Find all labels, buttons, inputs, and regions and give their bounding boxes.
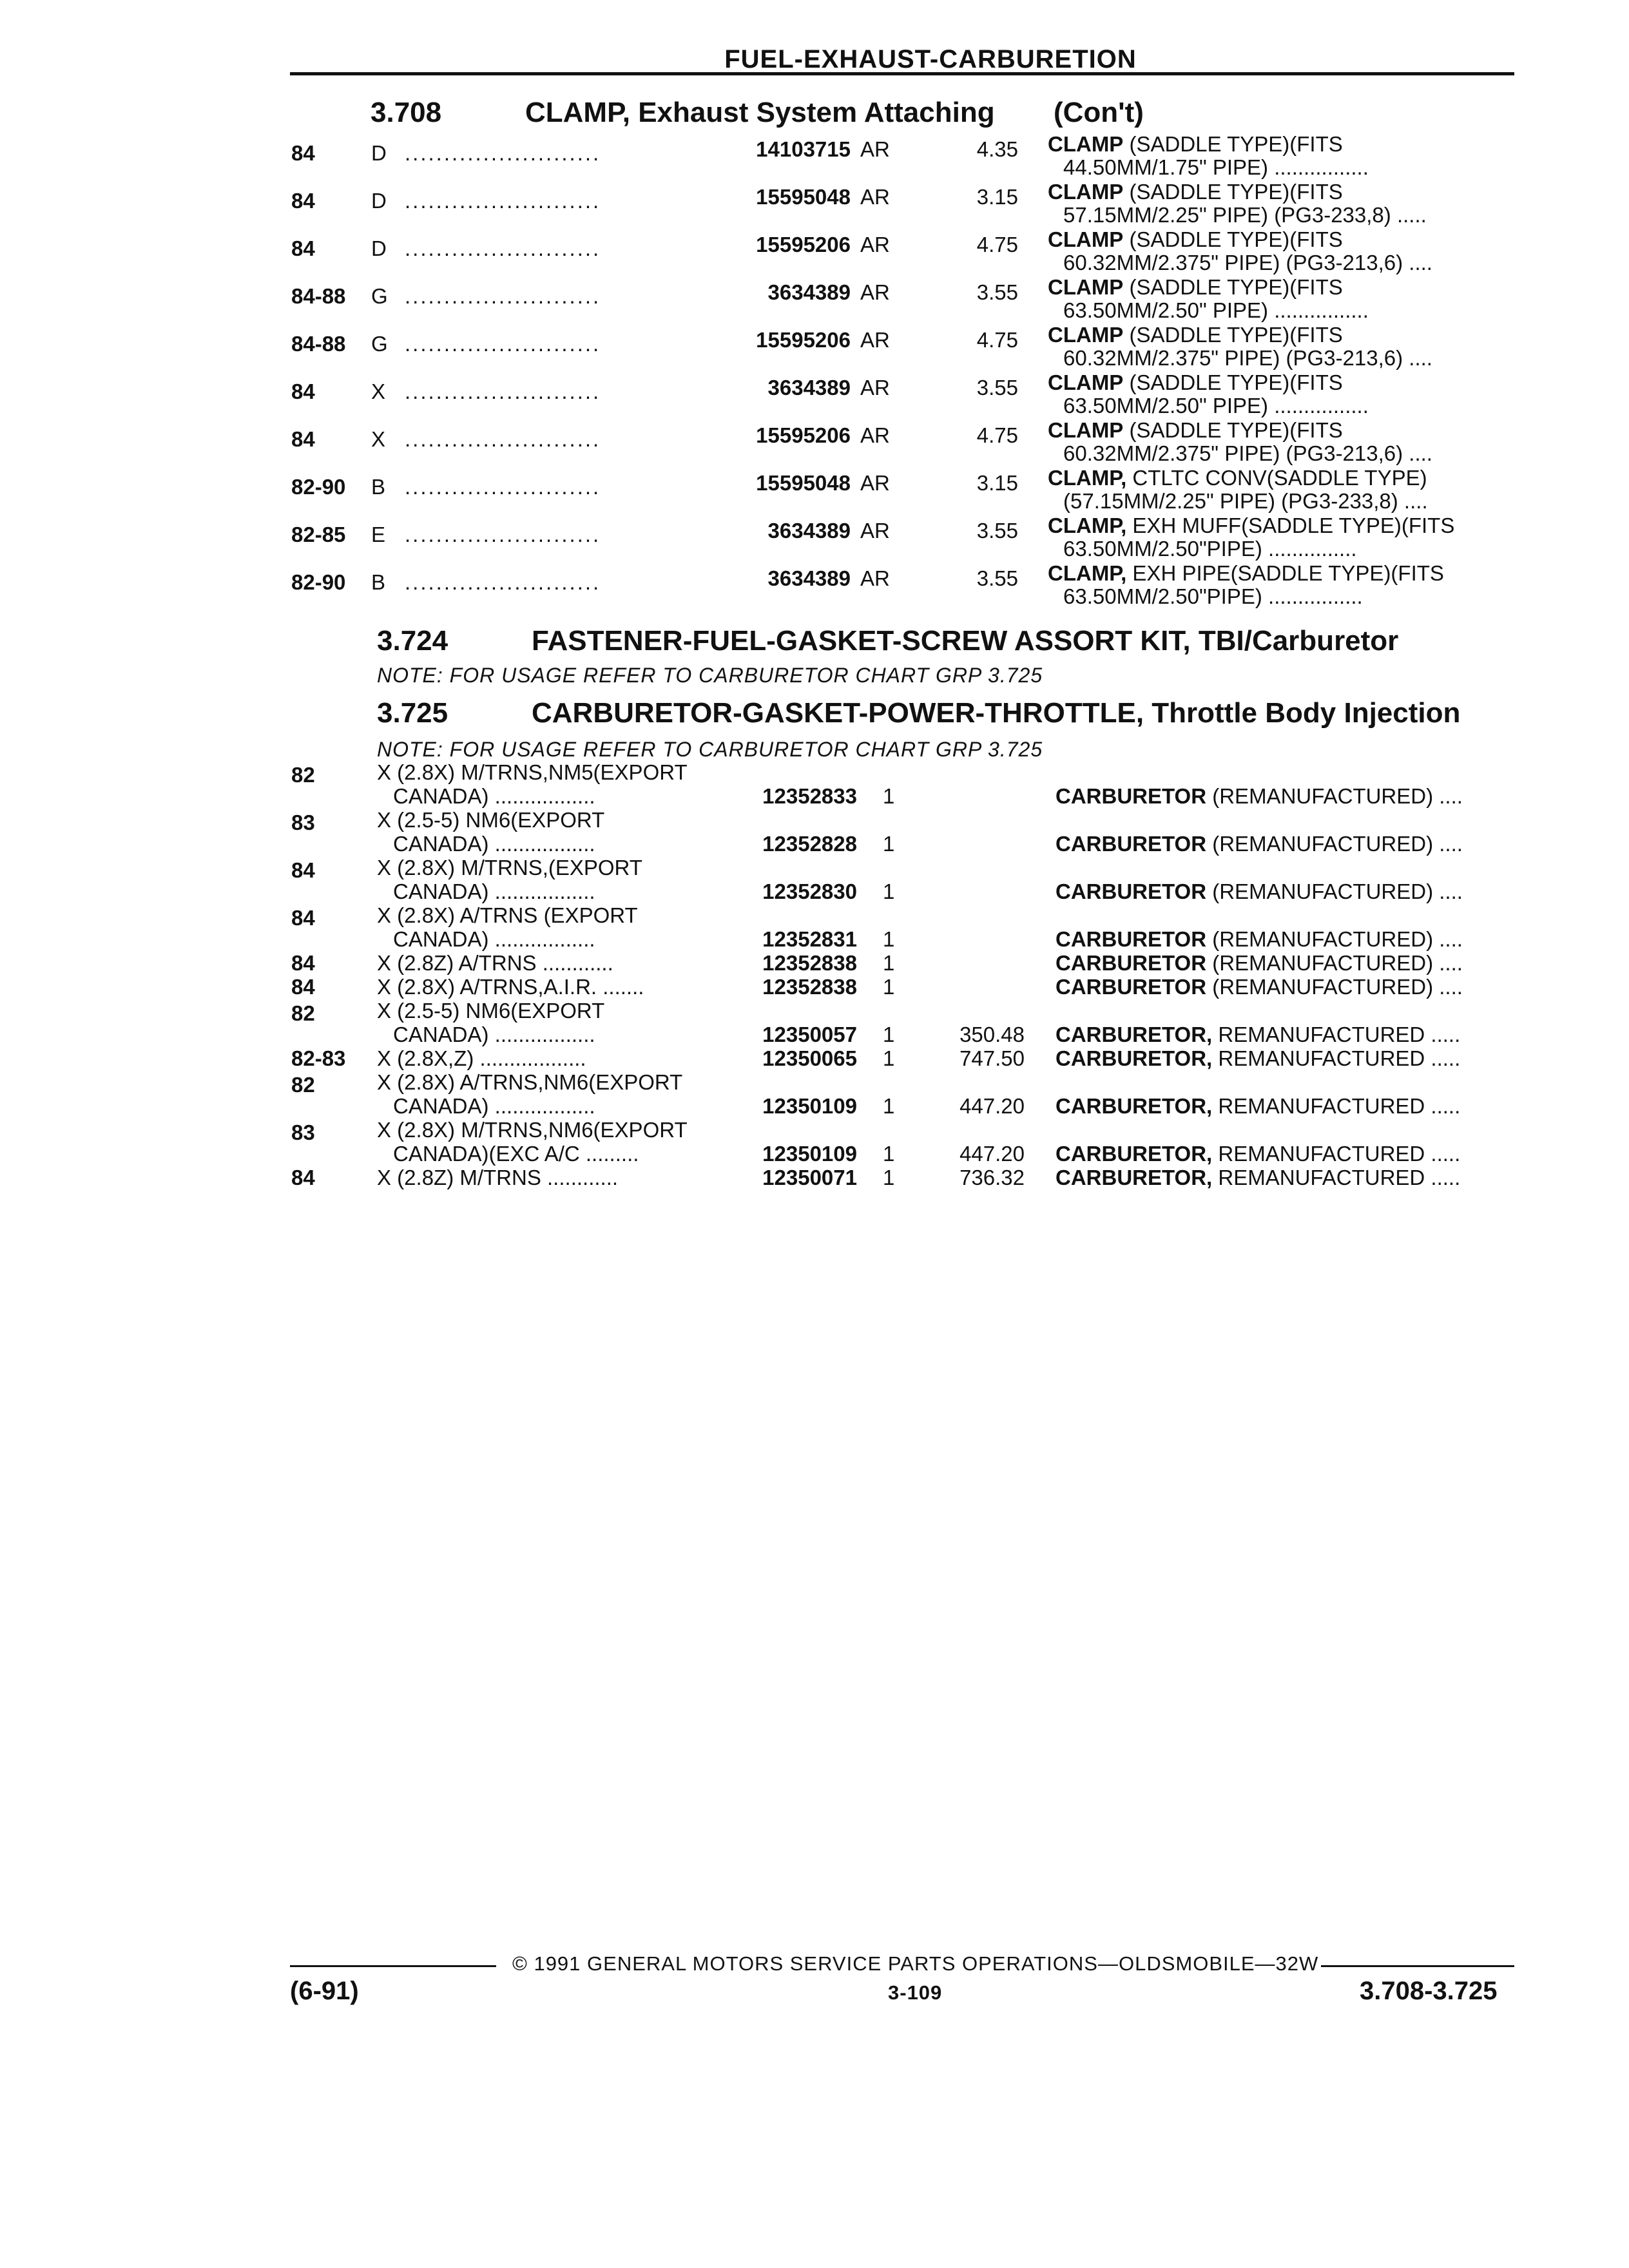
- year-cell: 82-90: [291, 475, 346, 499]
- description-detail: (SADDLE TYPE)(FITS: [1123, 370, 1343, 394]
- qty-cell: AR: [860, 471, 890, 495]
- part-number-cell: 12350109: [762, 1142, 857, 1166]
- year-cell: 84: [291, 427, 315, 451]
- qty-cell: AR: [860, 137, 890, 161]
- description-line1: [1048, 418, 1343, 443]
- part-number-cell: 12352838: [762, 951, 857, 975]
- description: [1055, 1046, 1460, 1071]
- description-name: CLAMP,: [1048, 561, 1127, 585]
- qty-cell: 1: [883, 832, 895, 856]
- qty-cell: AR: [860, 423, 890, 447]
- description-detail: (REMANUFACTURED) ....: [1206, 951, 1463, 975]
- qty-cell: 1: [883, 927, 895, 951]
- description-name: CARBURETOR: [1055, 927, 1207, 951]
- section-number: 3.725: [377, 697, 448, 729]
- code-cell: D: [371, 189, 387, 213]
- description-name: CARBURETOR,: [1055, 1046, 1213, 1070]
- application-line2: CANADA)(EXC A/C .........: [393, 1142, 639, 1166]
- code-cell: D: [371, 141, 387, 165]
- part-number-cell: 15595206: [756, 328, 851, 352]
- description: [1055, 1142, 1460, 1166]
- dot-leader: .........................: [405, 332, 601, 356]
- year-cell: 84: [291, 858, 315, 882]
- description-name: CARBURETOR: [1055, 832, 1207, 856]
- year-cell: 82: [291, 763, 315, 787]
- qty-cell: 1: [883, 975, 895, 999]
- year-cell: 84: [291, 141, 315, 165]
- year-cell: 84: [291, 975, 315, 999]
- part-number-cell: 12350065: [762, 1046, 857, 1070]
- application-line2: CANADA) .................: [393, 1094, 595, 1118]
- section-title: CARBURETOR-GASKET-POWER-THROTTLE, Throttle Body Injection: [532, 697, 1461, 729]
- description-detail: EXH PIPE(SADDLE TYPE)(FITS: [1126, 561, 1444, 585]
- description-detail: (SADDLE TYPE)(FITS: [1123, 132, 1343, 156]
- application-line2: CANADA) .................: [393, 879, 595, 903]
- section-3725-note: NOTE: FOR USAGE REFER TO CARBURETOR CHART GRP 3.725: [377, 738, 1043, 761]
- year-cell: 84: [291, 380, 315, 403]
- page-header-title: FUEL-EXHAUST-CARBURETION: [724, 45, 1137, 73]
- part-number-cell: 12352828: [762, 832, 857, 856]
- year-cell: 82-83: [291, 1046, 346, 1070]
- description-line2: 44.50MM/1.75" PIPE) ................: [1063, 155, 1369, 179]
- description-line1: [1048, 514, 1454, 538]
- year-cell: 84-88: [291, 332, 346, 356]
- part-number-cell: 12350057: [762, 1023, 857, 1046]
- description-detail: (SADDLE TYPE)(FITS: [1123, 275, 1343, 299]
- description-line1: [1048, 275, 1343, 300]
- price-cell: 350.48: [959, 1023, 1025, 1046]
- description-name: CARBURETOR,: [1055, 1023, 1213, 1046]
- description-name: CARBURETOR,: [1055, 1166, 1213, 1189]
- code-cell: E: [371, 523, 386, 546]
- year-cell: 84: [291, 189, 315, 213]
- part-number-cell: 3634389: [767, 280, 851, 304]
- description-line1: [1048, 323, 1343, 347]
- price-cell: 747.50: [959, 1046, 1025, 1070]
- dot-leader: .........................: [405, 141, 601, 165]
- qty-cell: AR: [860, 185, 890, 209]
- application-line1: X (2.8X) M/TRNS,(EXPORT: [377, 856, 642, 879]
- qty-cell: AR: [860, 376, 890, 399]
- part-number-cell: 12352830: [762, 879, 857, 903]
- description-line2: 63.50MM/2.50" PIPE) ................: [1063, 298, 1369, 322]
- qty-cell: 1: [883, 1166, 895, 1189]
- description-name: CARBURETOR,: [1055, 1094, 1213, 1118]
- description-line1: [1048, 227, 1343, 252]
- description-detail: (SADDLE TYPE)(FITS: [1123, 418, 1343, 442]
- year-cell: 83: [291, 1120, 315, 1144]
- footer-copyright: © 1991 GENERAL MOTORS SERVICE PARTS OPERATIONS—OLDSMOBILE—32W: [512, 1952, 1319, 1975]
- year-cell: 83: [291, 811, 315, 834]
- description-detail: REMANUFACTURED .....: [1212, 1166, 1461, 1189]
- description-line2: 63.50MM/2.50"PIPE) ................: [1063, 584, 1363, 608]
- dot-leader: .........................: [405, 475, 601, 499]
- description-name: CARBURETOR: [1055, 951, 1207, 975]
- application-line1: X (2.8X) M/TRNS,NM6(EXPORT: [377, 1118, 688, 1142]
- description: [1055, 1023, 1460, 1047]
- year-cell: 82: [291, 1001, 315, 1025]
- description-name: CLAMP: [1048, 275, 1124, 299]
- code-cell: X: [371, 427, 386, 451]
- code-cell: G: [371, 332, 388, 356]
- description-line2: 60.32MM/2.375" PIPE) (PG3-213,6) ....: [1063, 346, 1432, 370]
- application-line1: X (2.5-5) NM6(EXPORT: [377, 808, 605, 832]
- price-cell: 4.75: [976, 328, 1018, 352]
- qty-cell: AR: [860, 280, 890, 304]
- qty-cell: AR: [860, 566, 890, 590]
- dot-leader: .........................: [405, 570, 601, 594]
- dot-leader: .........................: [405, 523, 601, 546]
- code-cell: G: [371, 284, 388, 308]
- description-detail: (REMANUFACTURED) ....: [1206, 879, 1463, 903]
- footer-page-number: 3-109: [888, 1981, 943, 2004]
- qty-cell: 1: [883, 1094, 895, 1118]
- qty-cell: 1: [883, 951, 895, 975]
- dot-leader: .........................: [405, 284, 601, 308]
- year-cell: 84: [291, 236, 315, 260]
- part-number-cell: 12352833: [762, 784, 857, 808]
- description-detail: (SADDLE TYPE)(FITS: [1123, 180, 1343, 204]
- section-3724-note: NOTE: FOR USAGE REFER TO CARBURETOR CHART GRP 3.725: [377, 664, 1043, 687]
- year-cell: 82-85: [291, 523, 346, 546]
- dot-leader: .........................: [405, 380, 601, 403]
- description-line1: [1048, 370, 1343, 395]
- description-detail: (REMANUFACTURED) ....: [1206, 927, 1463, 951]
- price-cell: 4.75: [976, 423, 1018, 447]
- description-line2: 60.32MM/2.375" PIPE) (PG3-213,6) ....: [1063, 441, 1432, 465]
- description-name: CLAMP: [1048, 132, 1124, 156]
- description: [1055, 975, 1463, 999]
- price-cell: 4.75: [976, 233, 1018, 256]
- description-name: CARBURETOR: [1055, 975, 1207, 999]
- price-cell: 3.15: [976, 471, 1018, 495]
- part-number-cell: 3634389: [767, 519, 851, 543]
- description-detail: REMANUFACTURED .....: [1212, 1046, 1461, 1070]
- code-cell: B: [371, 570, 386, 594]
- price-cell: 3.55: [976, 376, 1018, 399]
- description-line1: [1048, 132, 1343, 157]
- section-number: 3.724: [377, 625, 448, 657]
- price-cell: 736.32: [959, 1166, 1025, 1189]
- description: [1055, 1166, 1460, 1190]
- application-line2: X (2.8X,Z) ..................: [377, 1046, 586, 1070]
- description-name: CLAMP: [1048, 323, 1124, 347]
- description: [1055, 832, 1463, 856]
- description-line2: 63.50MM/2.50" PIPE) ................: [1063, 394, 1369, 418]
- application-line2: X (2.8Z) M/TRNS ............: [377, 1166, 619, 1189]
- part-number-cell: 14103715: [756, 137, 851, 161]
- qty-cell: AR: [860, 233, 890, 256]
- application-line1: X (2.8X) A/TRNS (EXPORT: [377, 903, 638, 927]
- description-name: CLAMP,: [1048, 514, 1127, 537]
- part-number-cell: 12352838: [762, 975, 857, 999]
- application-line2: CANADA) .................: [393, 1023, 595, 1046]
- dot-leader: .........................: [405, 427, 601, 451]
- description-detail: REMANUFACTURED .....: [1212, 1023, 1461, 1046]
- footer-date: (6-91): [290, 1977, 359, 2005]
- price-cell: 3.55: [976, 280, 1018, 304]
- header-rule: [290, 72, 1514, 75]
- price-cell: 4.35: [976, 137, 1018, 161]
- year-cell: 84: [291, 951, 315, 975]
- year-cell: 82-90: [291, 570, 346, 594]
- section-title: CLAMP, Exhaust System Attaching: [525, 97, 995, 128]
- qty-cell: 1: [883, 879, 895, 903]
- part-number-cell: 12350109: [762, 1094, 857, 1118]
- description-name: CLAMP: [1048, 180, 1124, 204]
- footer-section-range: 3.708-3.725: [1360, 1977, 1498, 2005]
- description-name: CLAMP: [1048, 370, 1124, 394]
- dot-leader: .........................: [405, 236, 601, 260]
- description-detail: EXH MUFF(SADDLE TYPE)(FITS: [1126, 514, 1455, 537]
- code-cell: X: [371, 380, 386, 403]
- description-line2: 60.32MM/2.375" PIPE) (PG3-213,6) ....: [1063, 251, 1432, 274]
- description-detail: (SADDLE TYPE)(FITS: [1123, 323, 1343, 347]
- description-detail: (SADDLE TYPE)(FITS: [1123, 227, 1343, 251]
- part-number-cell: 15595048: [756, 185, 851, 209]
- description-line2: (57.15MM/2.25" PIPE) (PG3-233,8) ....: [1063, 489, 1428, 513]
- qty-cell: AR: [860, 328, 890, 352]
- price-cell: 3.55: [976, 519, 1018, 543]
- year-cell: 84: [291, 1166, 315, 1189]
- part-number-cell: 12350071: [762, 1166, 857, 1189]
- year-cell: 84: [291, 906, 315, 930]
- description-detail: (REMANUFACTURED) ....: [1206, 975, 1463, 999]
- part-number-cell: 15595048: [756, 471, 851, 495]
- description-line2: 57.15MM/2.25" PIPE) (PG3-233,8) .....: [1063, 203, 1427, 227]
- part-number-cell: 12352831: [762, 927, 857, 951]
- continued-label: (Con't): [1054, 97, 1144, 128]
- description-detail: (REMANUFACTURED) ....: [1206, 784, 1463, 808]
- description-detail: REMANUFACTURED .....: [1212, 1094, 1461, 1118]
- description-name: CARBURETOR: [1055, 784, 1207, 808]
- application-line2: X (2.8X) A/TRNS,A.I.R. .......: [377, 975, 644, 999]
- price-cell: 447.20: [959, 1142, 1025, 1166]
- price-cell: 3.55: [976, 566, 1018, 590]
- application-line1: X (2.5-5) NM6(EXPORT: [377, 999, 605, 1023]
- description: [1055, 951, 1463, 975]
- qty-cell: 1: [883, 784, 895, 808]
- description-line2: 63.50MM/2.50"PIPE) ...............: [1063, 537, 1357, 561]
- description-name: CLAMP: [1048, 418, 1124, 442]
- year-cell: 84-88: [291, 284, 346, 308]
- description-line1: [1048, 466, 1427, 490]
- description-name: CARBURETOR: [1055, 879, 1207, 903]
- description-name: CLAMP,: [1048, 466, 1127, 490]
- description: [1055, 784, 1463, 809]
- description-name: CARBURETOR,: [1055, 1142, 1213, 1166]
- footer-rule-left: [290, 1965, 496, 1967]
- price-cell: 447.20: [959, 1094, 1025, 1118]
- description-detail: (REMANUFACTURED) ....: [1206, 832, 1463, 856]
- qty-cell: AR: [860, 519, 890, 543]
- description: [1055, 1094, 1460, 1119]
- price-cell: 3.15: [976, 185, 1018, 209]
- description: [1055, 927, 1463, 952]
- footer-rule-right: [1321, 1965, 1514, 1967]
- qty-cell: 1: [883, 1023, 895, 1046]
- year-cell: 82: [291, 1073, 315, 1097]
- application-line2: CANADA) .................: [393, 927, 595, 951]
- part-number-cell: 15595206: [756, 233, 851, 256]
- application-line1: X (2.8X) M/TRNS,NM5(EXPORT: [377, 760, 688, 784]
- description-line1: [1048, 561, 1444, 586]
- description: [1055, 879, 1463, 904]
- qty-cell: 1: [883, 1046, 895, 1070]
- section-title: FASTENER-FUEL-GASKET-SCREW ASSORT KIT, TBI/Carburetor: [532, 625, 1399, 657]
- part-number-cell: 3634389: [767, 376, 851, 399]
- application-line2: X (2.8Z) A/TRNS ............: [377, 951, 613, 975]
- description-name: CLAMP: [1048, 227, 1124, 251]
- description-detail: CTLTC CONV(SADDLE TYPE): [1126, 466, 1427, 490]
- code-cell: B: [371, 475, 386, 499]
- description-detail: REMANUFACTURED .....: [1212, 1142, 1461, 1166]
- part-number-cell: 3634389: [767, 566, 851, 590]
- part-number-cell: 15595206: [756, 423, 851, 447]
- qty-cell: 1: [883, 1142, 895, 1166]
- application-line2: CANADA) .................: [393, 832, 595, 856]
- section-number: 3.708: [371, 97, 442, 128]
- description-line1: [1048, 180, 1343, 204]
- code-cell: D: [371, 236, 387, 260]
- application-line1: X (2.8X) A/TRNS,NM6(EXPORT: [377, 1070, 683, 1094]
- application-line2: CANADA) .................: [393, 784, 595, 808]
- dot-leader: .........................: [405, 189, 601, 213]
